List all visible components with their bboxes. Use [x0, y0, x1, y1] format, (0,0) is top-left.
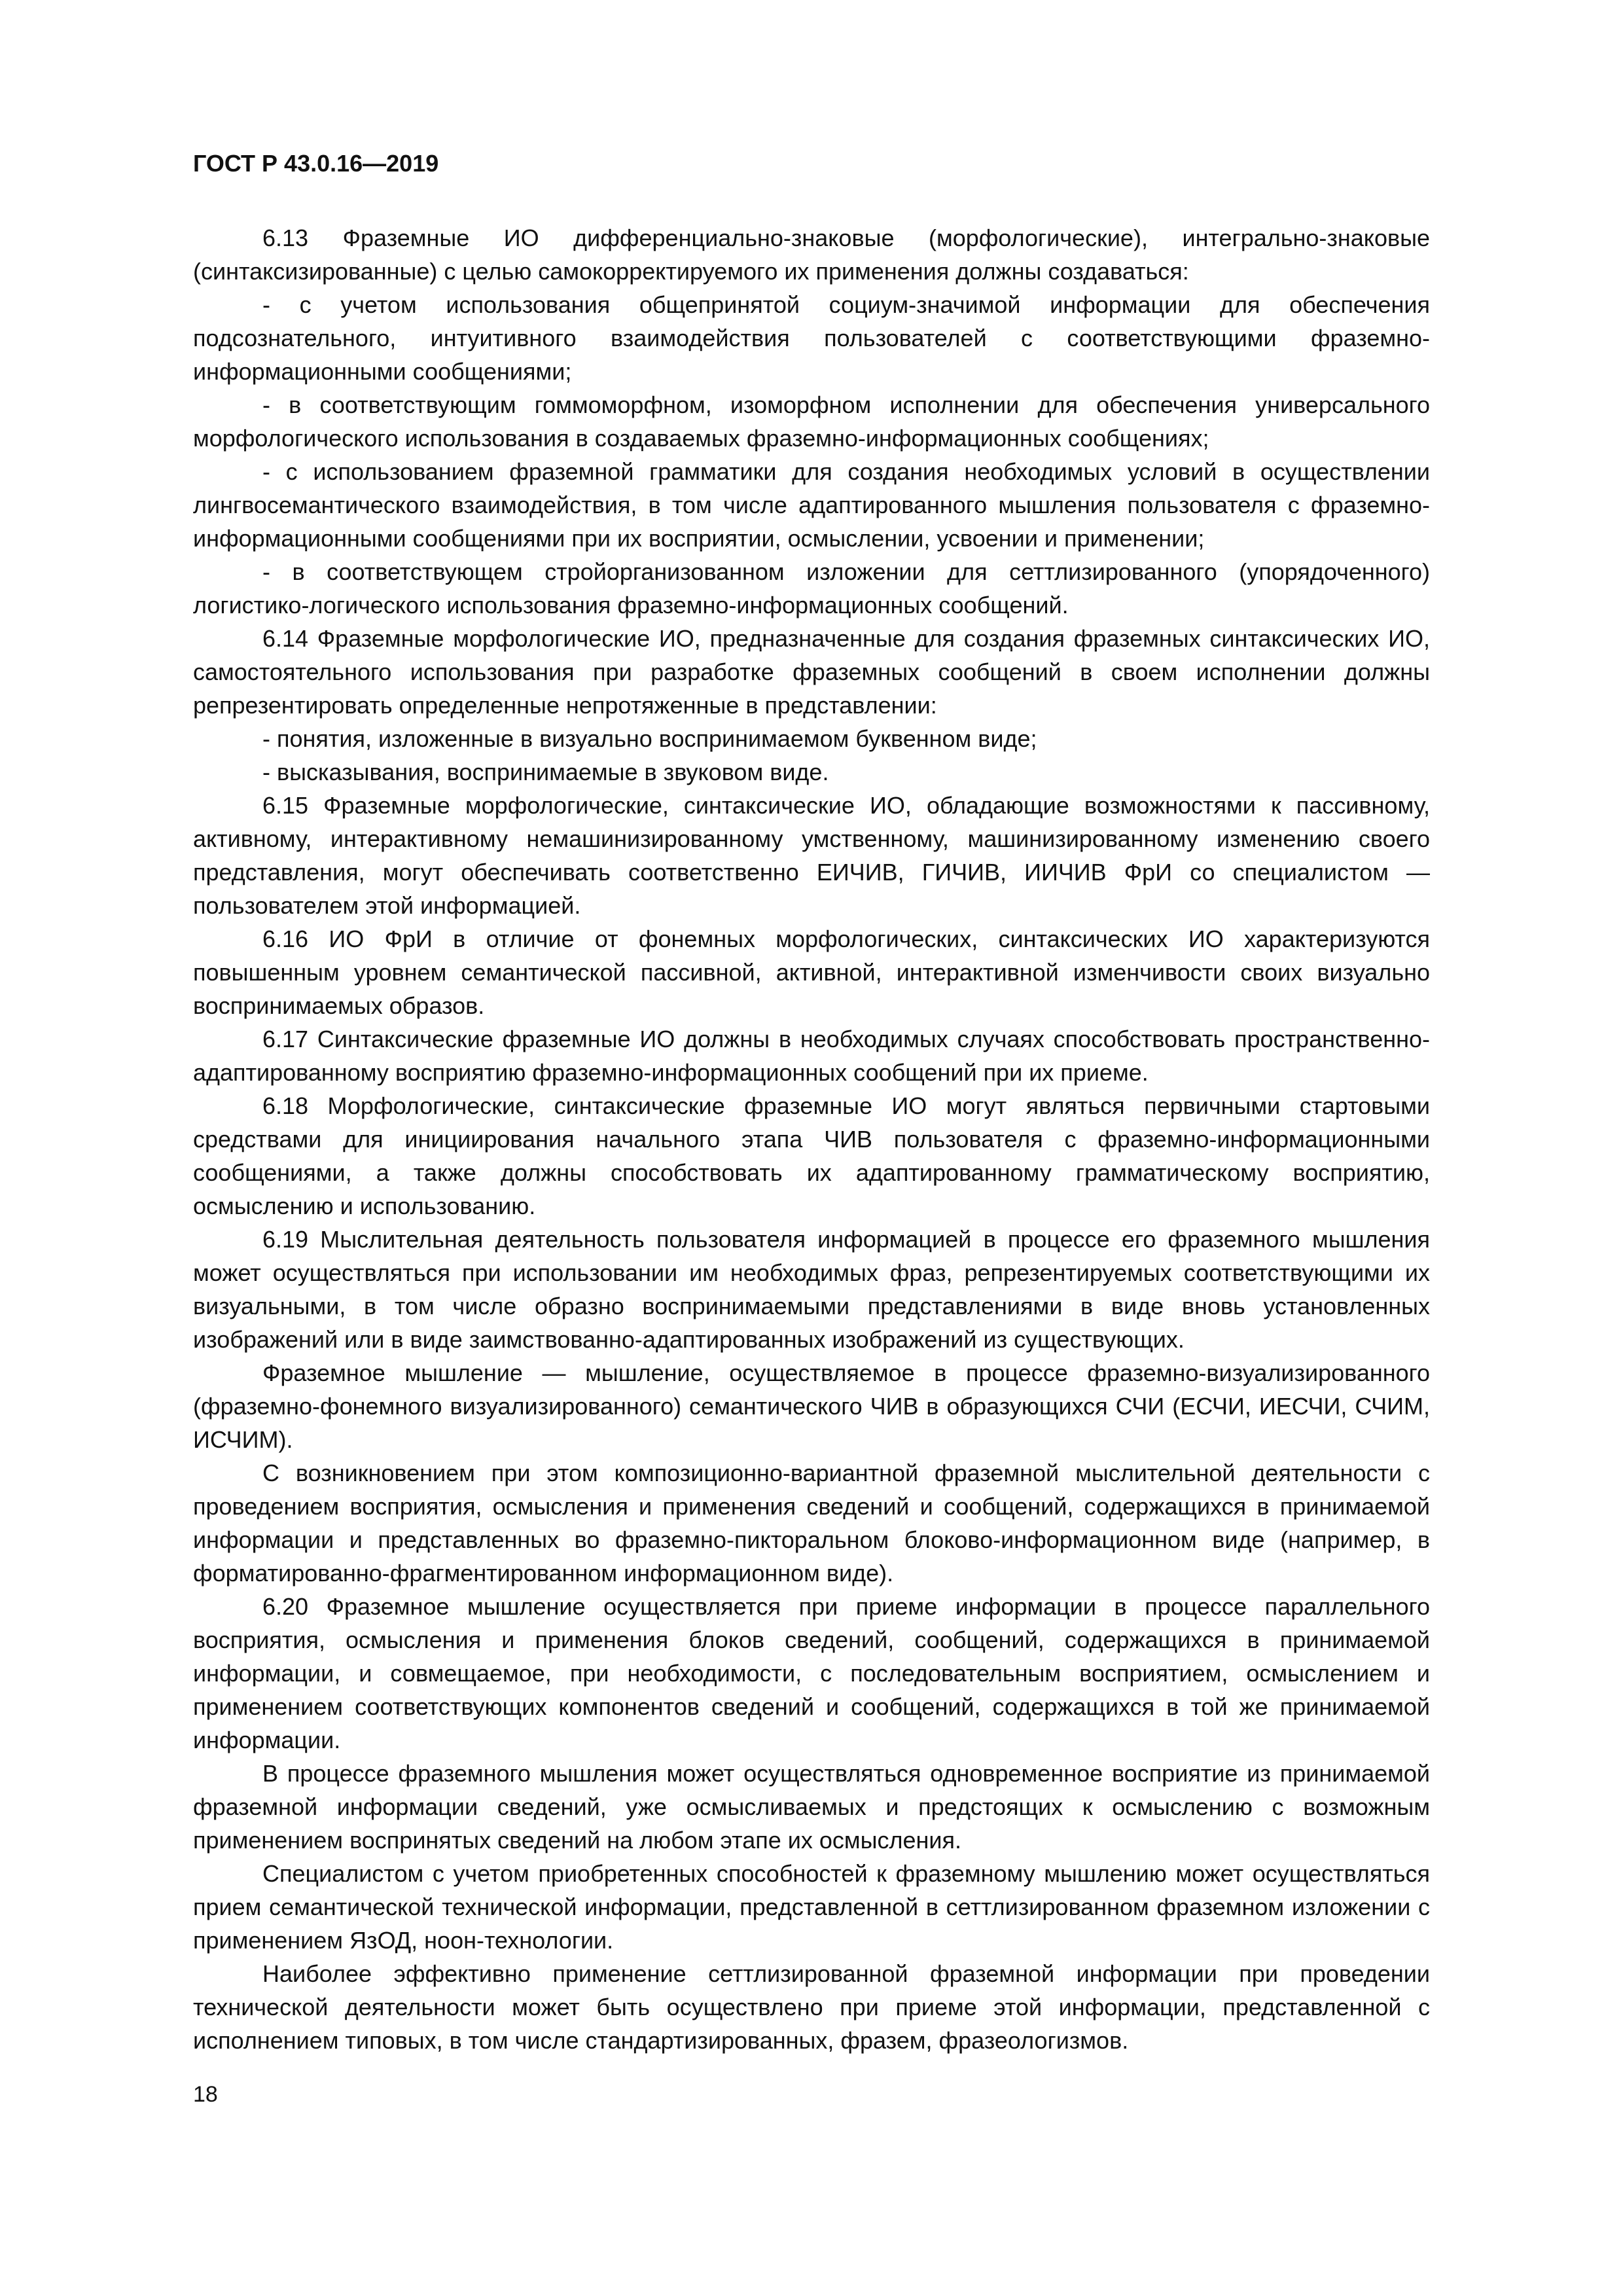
paragraph-6-15: 6.15 Фраземные морфологические, синтаксические ИО, обладающие возможностями к пассивному, активному, интерактивному немашинизированному умственному, машинизированному изменению своего представления, могут обеспечивать соответственно ЕИЧИВ, ГИЧИВ, ИИЧИВ ФрИ со специалистом — пользователем этой информацией.	[193, 792, 1430, 919]
list-item: - с использованием фраземной грамматики для создания необходимых условий в осуществлении лингвосемантического взаимодействия, в том числе адаптированного мышления пользователя с фраземно-информационными сообщениями при их восприятии, осмыслении, усвоении и применении;	[193, 458, 1430, 552]
definition-paragraph: Фраземное мышление — мышление, осуществляемое в процессе фраземно-визуализированного (фраземно-фонемного визуализированного) семантического ЧИВ в образующихся СЧИ (ЕСЧИ, ИЕСЧИ, СЧИМ, ИСЧИМ).	[193, 1359, 1430, 1453]
list-item: - в соответствующем стройорганизованном изложении для сеттлизированного (упорядоченного) логистико-логического использования фраземно-информационных сообщений.	[193, 558, 1430, 619]
paragraph-6-19: 6.19 Мыслительная деятельность пользователя информацией в процессе его фраземного мышления может осуществляться при использовании им необходимых фраз, репрезентируемых соответствующими их визуальными, в том числе образно воспринимаемыми представлениями в виде вновь установленных изображений или в виде заимствованно-адаптированных изображений из существующих.	[193, 1226, 1430, 1353]
document-code-header: ГОСТ Р 43.0.16—2019	[193, 150, 439, 177]
paragraph-6-13: 6.13 Фраземные ИО дифференциально-знаковые (морфологические), интегрально-знаковые (синтаксизированные) с целью самокорректируемого их применения должны создаваться:	[193, 224, 1430, 285]
paragraph-6-14: 6.14 Фраземные морфологические ИО, предназначенные для создания фраземных синтаксических ИО, самостоятельного использования при разработке фраземных сообщений в своем исполнении должны репрезентировать определенные непротяженные в представлении:	[193, 625, 1430, 719]
paragraph: С возникновением при этом композиционно-вариантной фраземной мыслительной деятельности с проведением восприятия, осмысления и применения сведений и сообщений, содержащихся в принимаемой информации и представленных во фраземно-пикторальном блоково-информационном виде (например, в форматированно-фрагментированном информационном виде).	[193, 1460, 1430, 1587]
paragraph-6-16: 6.16 ИО ФрИ в отличие от фонемных морфологических, синтаксических ИО характеризуются повышенным уровнем семантической пассивной, активной, интерактивной изменчивости своих визуально воспринимаемых образов.	[193, 925, 1430, 1019]
list-item: - высказывания, воспринимаемые в звуковом виде.	[262, 759, 829, 785]
list-item: - в соответствующим гоммоморфном, изоморфном исполнении для обеспечения универсального морфологического использования в создаваемых фраземно-информационных сообщениях;	[193, 391, 1430, 452]
paragraph: Специалистом с учетом приобретенных способностей к фраземному мышлению может осуществляться прием семантической технической информации, представленной в сеттлизированном фраземном изложении с применением ЯзОД, ноон-технологии.	[193, 1860, 1430, 1954]
paragraph-6-18: 6.18 Морфологические, синтаксические фраземные ИО могут являться первичными стартовыми средствами для инициирования начального этапа ЧИВ пользователя с фраземно-информационными сообщениями, а также должны способствовать их адаптированному грамматическому восприятию, осмыслению и использованию.	[193, 1092, 1430, 1219]
paragraph-6-20: 6.20 Фраземное мышление осуществляется при приеме информации в процессе параллельного восприятия, осмысления и применения блоков сведений, сообщений, содержащихся в принимаемой информации, и совмещаемое, при необходимости, с последовательным восприятием, осмыслением и применением соответствующих компонентов сведений и сообщений, содержащихся в той же принимаемой информации.	[193, 1593, 1430, 1753]
list-item: - понятия, изложенные в визуально воспринимаемом буквенном виде;	[262, 725, 1037, 752]
paragraph: В процессе фраземного мышления может осуществляться одновременное восприятие из принимаемой фраземной информации сведений, уже осмысливаемых и предстоящих к осмыслению с возможным применением воспринятых сведений на любом этапе их осмысления.	[193, 1760, 1430, 1854]
paragraph-6-17: 6.17 Синтаксические фраземные ИО должны в необходимых случаях способствовать пространственно-адаптированному восприятию фраземно-информационных сообщений при их приеме.	[193, 1026, 1430, 1086]
paragraph: Наиболее эффективно применение сеттлизированной фраземной информации при проведении технической деятельности может быть осуществлено при приеме этой информации, представленной с исполнением типовых, в том числе стандартизированных, фразем, фразеологизмов.	[193, 1960, 1430, 2054]
document-body	[193, 221, 1430, 2057]
list-item: - с учетом использования общепринятой социум-значимой информации для обеспечения подсознательного, интуитивного взаимодействия пользователей с соответствующими фраземно-информационными сообщениями;	[193, 291, 1430, 385]
page-number: 18	[193, 2082, 218, 2107]
